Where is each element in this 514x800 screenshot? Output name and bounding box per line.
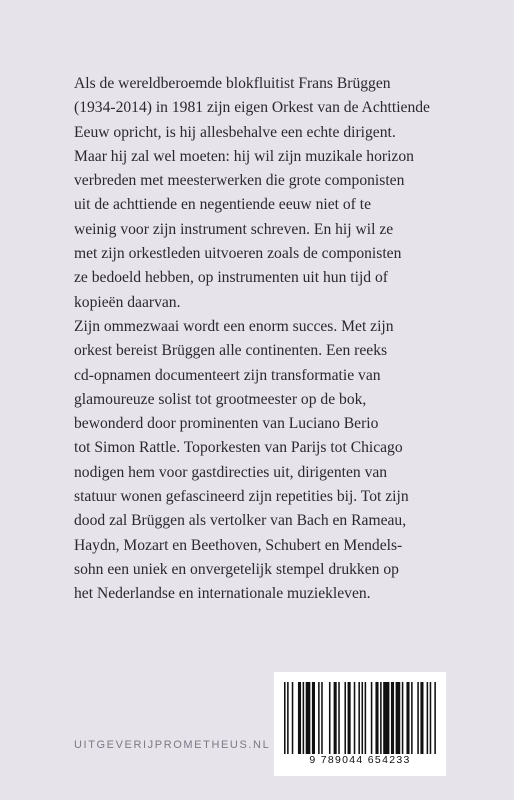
- blurb-line: Haydn, Mozart en Beethoven, Schubert en Mendels-: [74, 536, 403, 554]
- barcode-bar: [402, 682, 404, 754]
- barcode-bar: [292, 682, 294, 754]
- barcode-bar: [371, 682, 373, 754]
- blurb-line: uit de achttiende en negentiende eeuw niet of te: [74, 196, 372, 214]
- barcode-bar: [375, 682, 378, 754]
- back-cover-blurb: [74, 72, 454, 607]
- blurb-line: Zijn ommezwaai wordt een enorm succes. Met zijn: [74, 317, 394, 335]
- barcode-bar: [411, 682, 413, 754]
- blurb-line: het Nederlandse en internationale muziekleven.: [74, 585, 371, 603]
- barcode-bar: [406, 682, 409, 754]
- barcode-bar: [338, 682, 340, 754]
- barcode-bars: [282, 682, 438, 754]
- blurb-paragraph-2: [74, 315, 454, 607]
- barcode-bar: [321, 682, 323, 754]
- blurb-line: Eeuw opricht, is hij allesbehalve een echte dirigent.: [74, 123, 396, 141]
- barcode-bar: [287, 682, 289, 754]
- blurb-line: nodigen hem voor gastdirecties uit, dirigenten van: [74, 463, 388, 481]
- barcode-bar: [427, 682, 429, 754]
- blurb-line: met zijn orkestleden uitvoeren zoals de componisten: [74, 245, 402, 263]
- barcode-bar: [380, 682, 382, 754]
- blurb-paragraph-1: [74, 72, 454, 315]
- barcode-bar: [365, 682, 367, 754]
- blurb-line: Maar hij zal wel moeten: hij wil zijn muzikale horizon: [74, 147, 414, 165]
- blurb-line: dood zal Brüggen als vertolker van Bach en Rameau,: [74, 512, 407, 530]
- barcode-bar: [396, 682, 401, 754]
- barcode-bar: [298, 682, 301, 754]
- barcode-bar: [329, 682, 331, 754]
- barcode-bar: [383, 682, 389, 754]
- blurb-line: (1934-2014) in 1981 zijn eigen Orkest van de Achttiende: [74, 99, 430, 117]
- blurb-line: glamoureuze solist tot grootmeester op de bok,: [74, 390, 367, 408]
- blurb-line: Als de wereldberoemde blokfluitist Frans Brüggen: [74, 75, 391, 92]
- blurb-line: kopieën daarvan.: [74, 293, 181, 311]
- blurb-line: weinig voor zijn instrument schreven. En hij wil ze: [74, 220, 394, 238]
- blurb-line: orkest bereist Brüggen alle continenten. Een reeks: [74, 342, 388, 360]
- blurb-line: sohn een uniek en onvergetelijk stempel drukken op: [74, 560, 399, 578]
- barcode-bar: [420, 682, 423, 754]
- barcode-bar: [303, 682, 305, 754]
- publisher-url: UITGEVERIJPROMETHEUS.NL: [74, 739, 271, 751]
- barcode-bar: [334, 682, 337, 754]
- blurb-line: verbreden met meesterwerken die grote componisten: [74, 172, 405, 190]
- barcode-bar: [391, 682, 394, 754]
- barcode-bar: [354, 682, 356, 754]
- barcode-bar: [434, 682, 436, 754]
- blurb-line: tot Simon Rattle. Toporkesten van Parijs tot Chicago: [74, 439, 403, 457]
- barcode-bar: [348, 682, 351, 754]
- isbn-digits: 9 789044 654233: [309, 754, 411, 766]
- barcode-bar: [284, 682, 286, 754]
- blurb-line: cd-opnamen documenteert zijn transformatie van: [74, 366, 381, 384]
- barcode-bar: [318, 682, 320, 754]
- barcode-bar: [306, 682, 311, 754]
- barcode-bar: [430, 682, 432, 754]
- blurb-line: ze bedoeld hebben, op instrumenten uit hun tijd of: [74, 269, 388, 287]
- barcode-bar: [362, 682, 364, 754]
- barcode-bar: [417, 682, 419, 754]
- barcode-bar: [344, 682, 346, 754]
- barcode-bar: [358, 682, 360, 754]
- isbn-barcode: [274, 672, 446, 776]
- blurb-line: statuur wonen gefascineerd zijn repetities bij. Tot zijn: [74, 488, 409, 506]
- blurb-line: bewonderd door prominenten van Luciano Berio: [74, 415, 379, 433]
- barcode-bar: [312, 682, 315, 754]
